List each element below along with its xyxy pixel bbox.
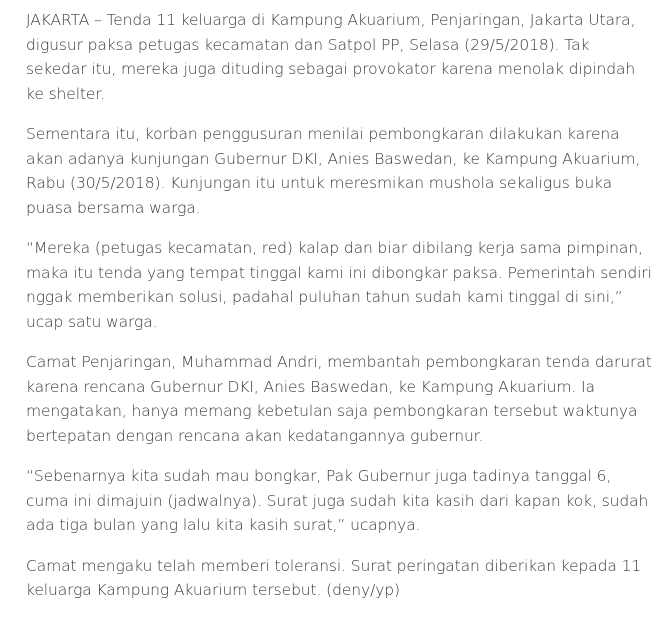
article-paragraph-5: “Sebenarnya kita sudah mau bongkar, Pak Gubernur juga tadinya tanggal 6, cuma ini dimajuin (jadwalnya). Surat juga sudah kita kasih dari kapan kok, sudah ada tiga bulan yang lalu kita kasih surat,” ucapnya. [26, 467, 649, 534]
article-paragraph-1: JAKARTA – Tenda 11 keluarga di Kampung Akuarium, Penjaringan, Jakarta Utara, digusur paksa petugas kecamatan dan Satpol PP, Selasa (29/5/2018). Tak sekedar itu, mereka juga dituding sebagai provokator karena menolak dipindah ke shelter. [26, 11, 636, 103]
article-paragraph-4: Camat Penjaringan, Muhammad Andri, membantah pembongkaran tenda darurat karena rencana Gubernur DKI, Anies Baswedan, ke Kampung Akuarium. Ia mengatakan, hanya memang kebetulan saja pembongkaran tersebut waktunya bertepatan dengan rencana akan kedatangannya gubernur. [26, 353, 652, 445]
article-paragraph-6: Camat mengaku telah memberi toleransi. Surat peringatan diberikan kepada 11 keluarga Kampung Akuarium tersebut. (deny/yp) [26, 556, 642, 599]
article-paragraph-3: “Mereka (petugas kecamatan, red) kalap dan biar dibilang kerja sama pimpinan, maka itu tenda yang tempat tinggal kami ini dibongkar paksa. Pemerintah sendiri nggak memberikan solusi, padahal puluhan tahun sudah kami tinggal di sini,” ucap satu warga. [26, 239, 652, 331]
article-paragraph-2: Sementara itu, korban penggusuran menilai pembongkaran dilakukan karena akan adanya kunjungan Gubernur DKI, Anies Baswedan, ke Kampung Akuarium, Rabu (30/5/2018). Kunjungan itu untuk meresmikan mushola sekaligus buka puasa bersama warga. [26, 125, 641, 217]
